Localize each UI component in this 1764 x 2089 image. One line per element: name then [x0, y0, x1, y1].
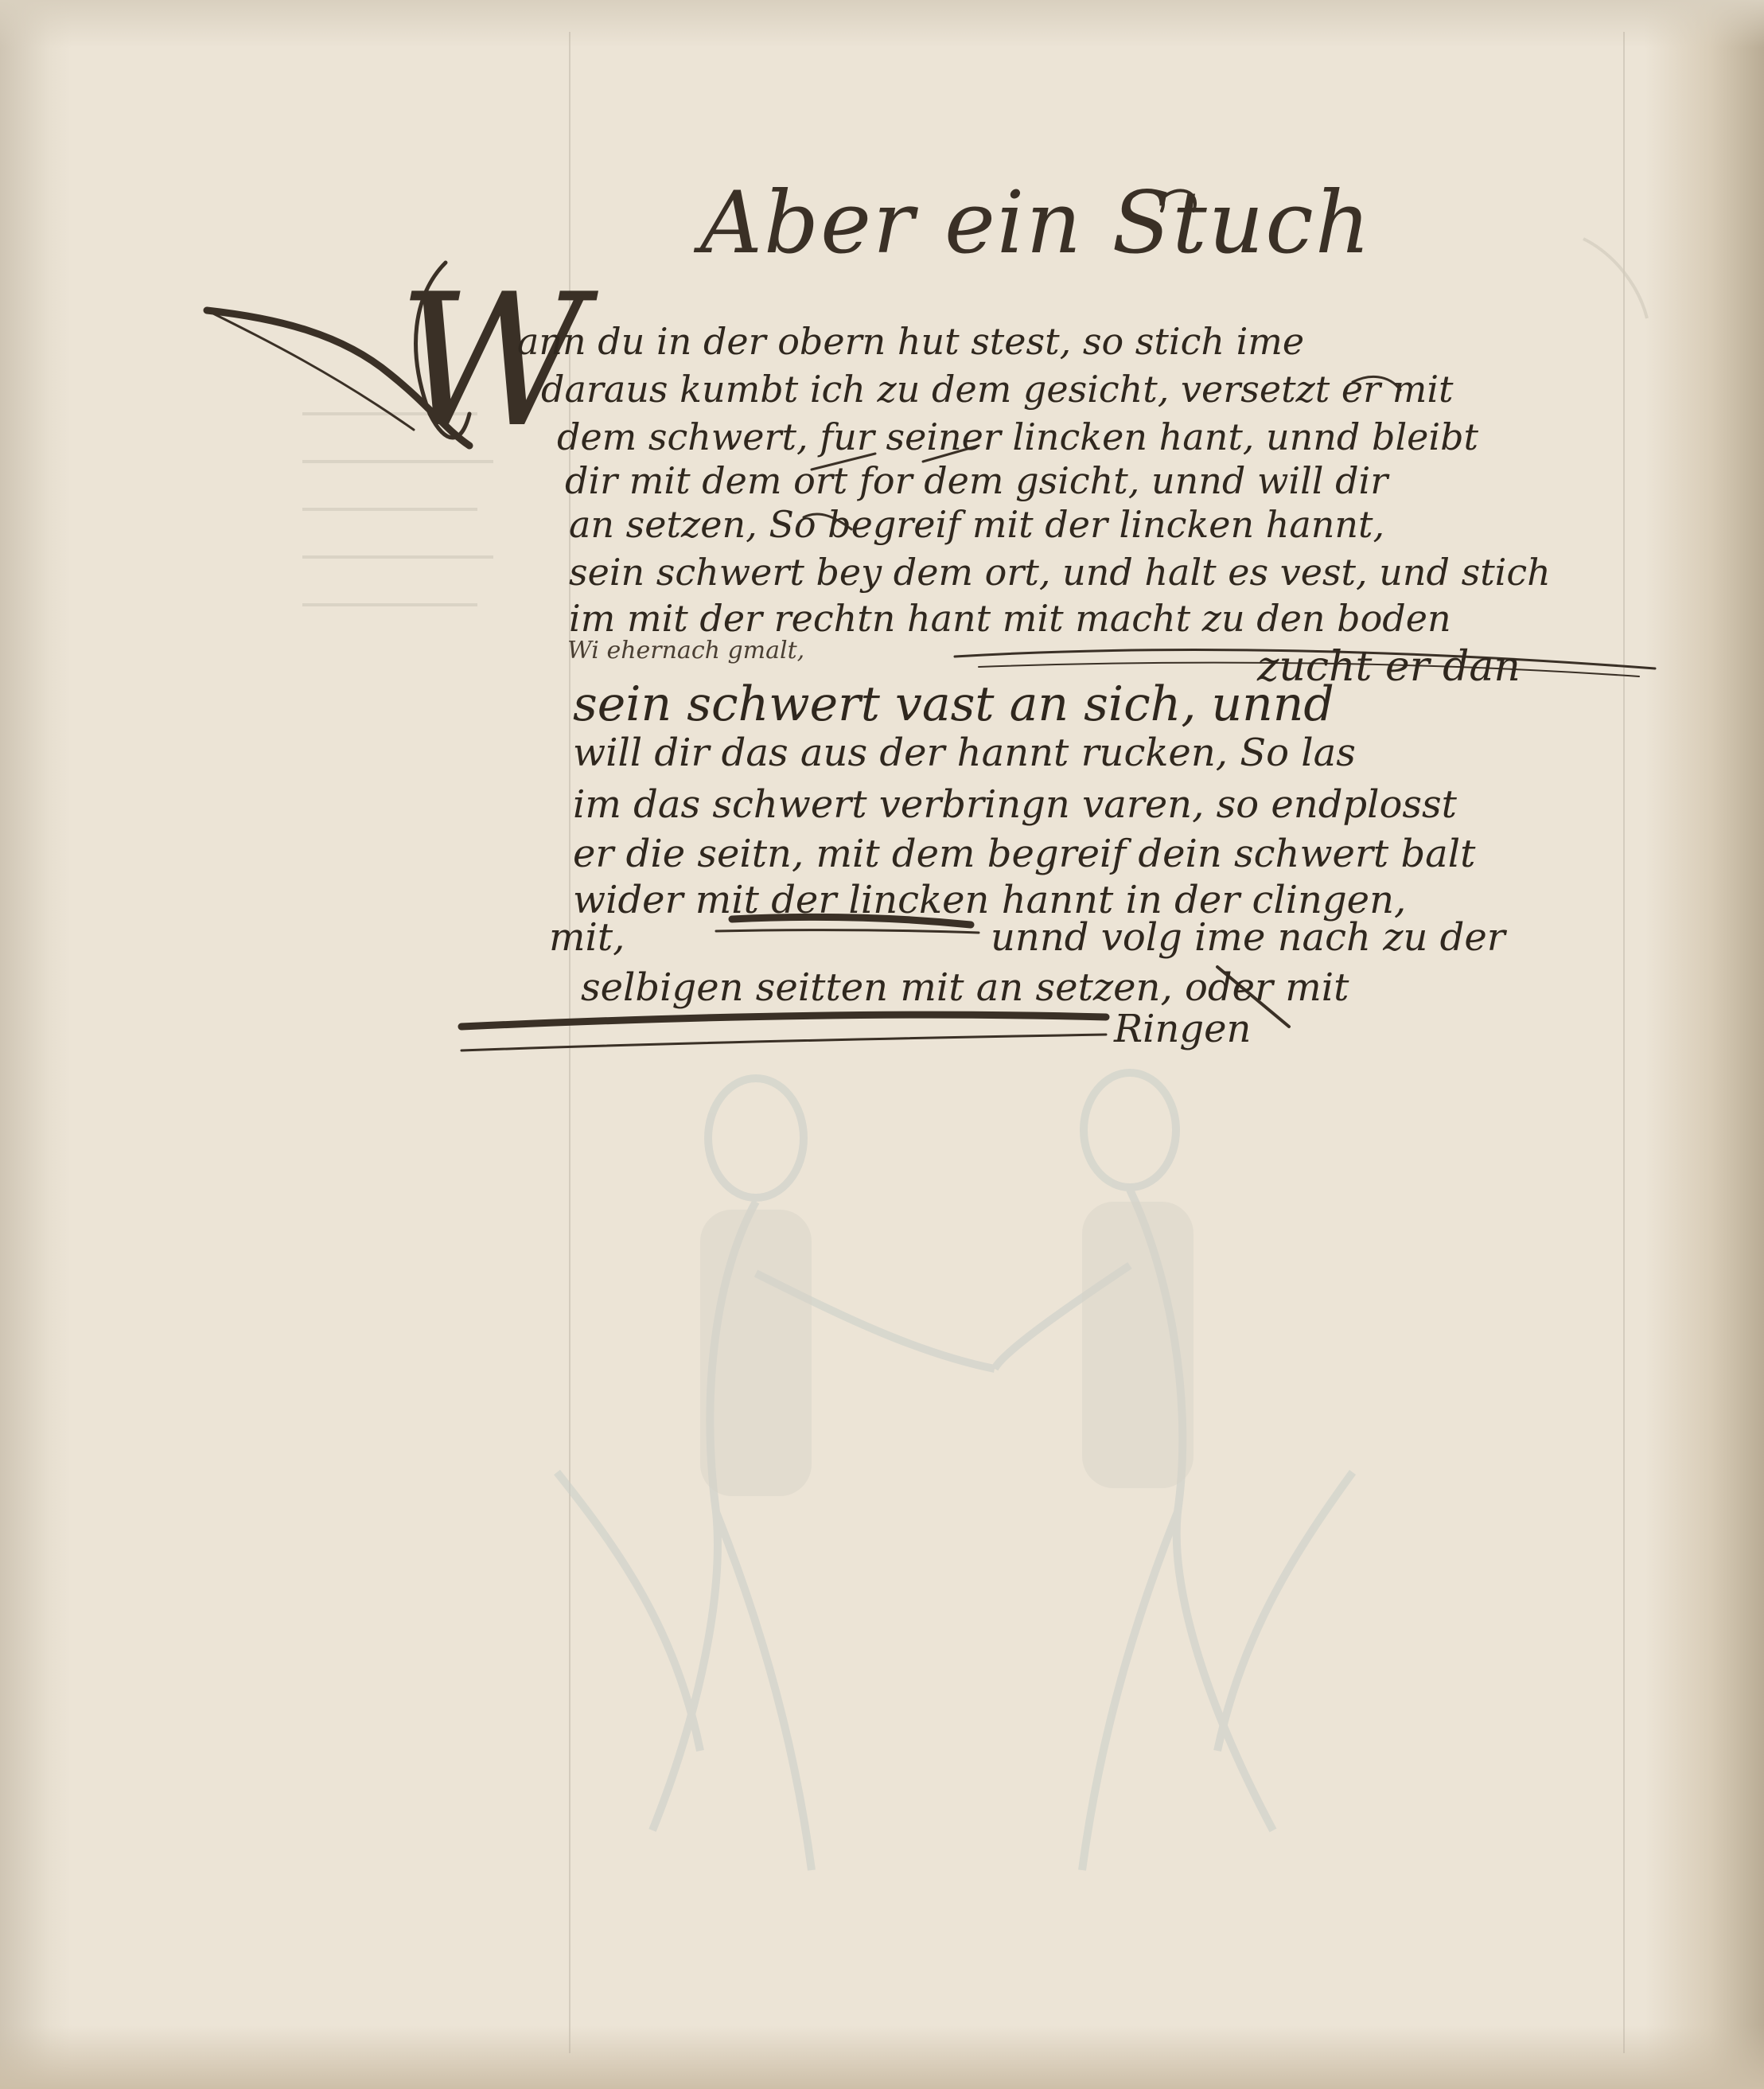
page-edge-shadow-left: [0, 0, 72, 2089]
closing-word: Ringen: [1114, 1007, 1252, 1051]
page-edge-shadow-top: [0, 0, 1764, 48]
text-line-4: dir mit dem ort for dem gsicht, unnd will dir: [565, 459, 1388, 502]
text-line-6: sein schwert bey dem ort, und halt es vest, und stich: [569, 551, 1551, 594]
section-heading: Aber ein Stuch: [700, 173, 1373, 273]
text-line-12: er die seitn, mit dem begreif dein schwert balt: [573, 832, 1476, 876]
text-line-5: an setzen, So begreif mit der lincken hannt,: [569, 503, 1385, 546]
text-line-14-end: unnd volg ime nach zu der: [991, 915, 1505, 960]
text-line-15: selbigen seitten mit an setzen, oder mit: [581, 965, 1349, 1010]
text-line-14-start: mit,: [549, 915, 625, 960]
text-line-11: im das schwert verbringn varen, so endplosst: [573, 782, 1457, 827]
text-line-8-continuation: zucht er dan: [1257, 643, 1521, 691]
page-edge-shadow-right: [1645, 0, 1764, 2089]
text-line-9: sein schwert vast an sich, unnd: [573, 676, 1334, 732]
text-line-13: wider mit der lincken hannt in der clingen,: [573, 878, 1407, 922]
text-line-2: daraus kumbt ich zu dem gesicht, versetzt er mit: [541, 368, 1454, 411]
margin-note: Wi ehernach gmalt,: [567, 637, 805, 665]
text-line-3: dem schwert, fur seiner lincken hant, unnd bleibt: [557, 415, 1479, 458]
ruling-line-right: [1623, 32, 1625, 2053]
text-line-7: im mit der rechtn hant mit macht zu den boden: [569, 597, 1451, 640]
text-line-10: will dir das aus der hannt rucken, So las: [573, 731, 1356, 775]
decorated-initial: W: [398, 255, 586, 468]
page-edge-shadow-bottom: [0, 2025, 1764, 2089]
text-line-1: ann du in der obern hut stest, so stich ime: [517, 320, 1305, 363]
